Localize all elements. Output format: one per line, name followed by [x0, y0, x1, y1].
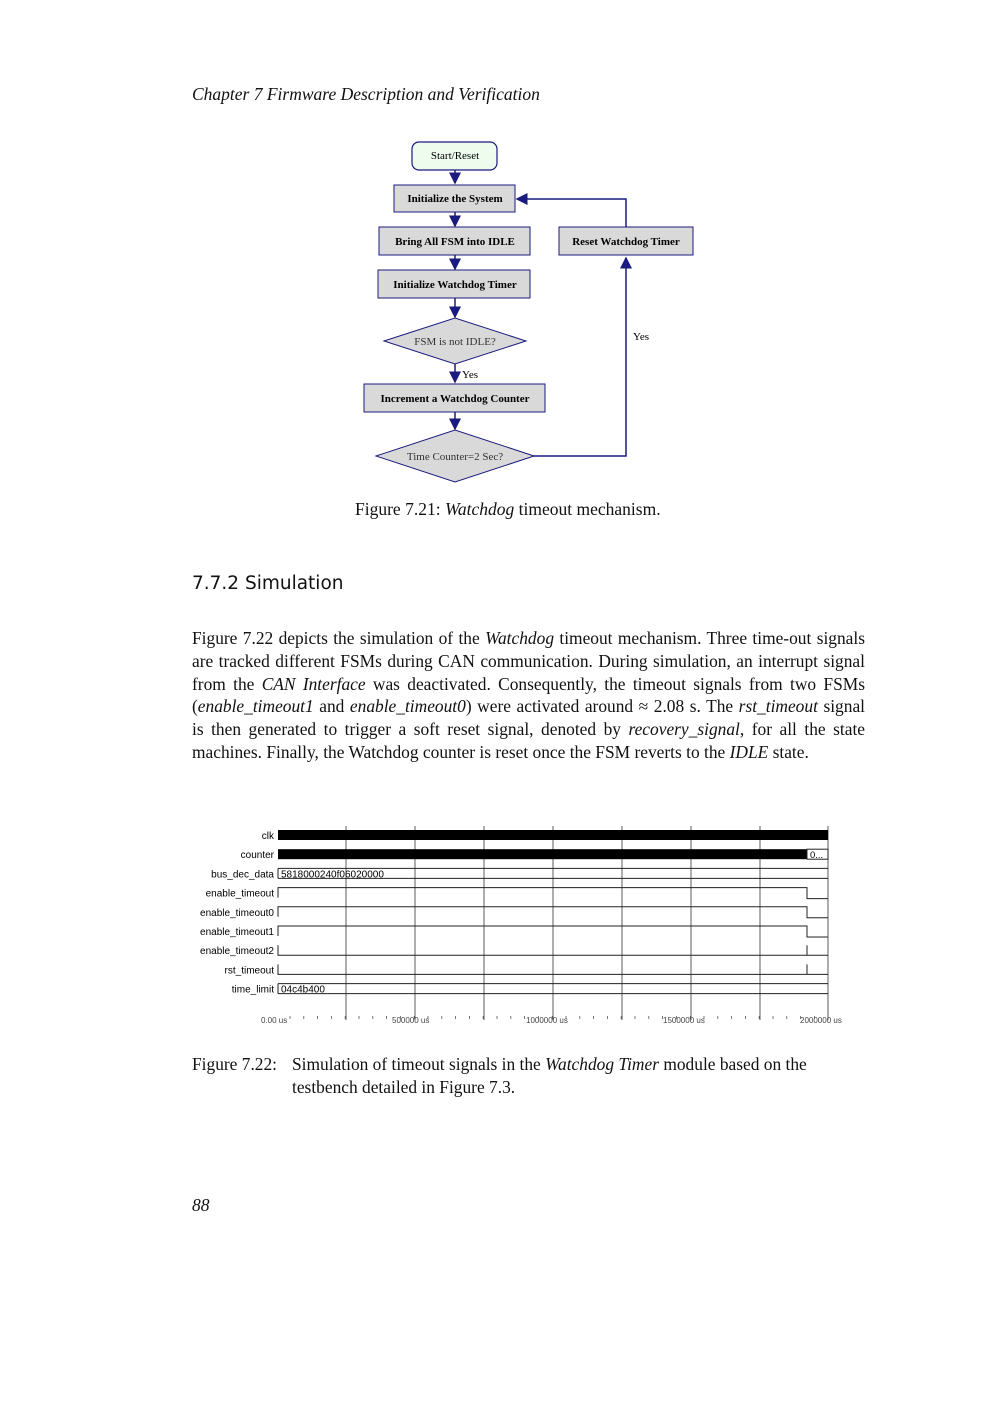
svg-text:Reset Watchdog Timer: Reset Watchdog Timer — [572, 236, 680, 248]
reset-wdt-node — [559, 227, 693, 255]
time-axis-label: 1500000 us — [663, 1016, 705, 1025]
svg-text:Start/Reset: Start/Reset — [430, 150, 480, 162]
figure-caption: Figure 7.22: Simulation of timeout signals in the Watchdog Timer module based on the testbench detailed in Figure 7.3. — [192, 1054, 807, 1097]
text-run: signal is then generated to trigger a soft reset signal, denoted by — [192, 696, 865, 740]
yes-label: Yes — [462, 369, 479, 381]
signal-label: enable_timeout2 — [200, 946, 274, 958]
svg-text:Bring All FSM into IDLE: Bring All FSM into IDLE — [395, 236, 515, 248]
time-axis-label: 500000 us — [392, 1016, 430, 1025]
signal-label: counter — [240, 850, 274, 862]
svg-text:Time Counter=2 Sec?: Time Counter=2 Sec? — [406, 451, 504, 463]
text-run: Figure 7.22 depicts the simulation of the — [192, 628, 486, 648]
signal-label: rst_timeout — [224, 965, 274, 977]
emphasis-text: enable_timeout1 — [197, 696, 314, 717]
counter-value: 0... — [810, 850, 824, 862]
text-run: was deactivated. Consequently, the timeout signals from two FSMs ( — [192, 673, 865, 717]
watchdog-flowchart — [0, 0, 1000, 490]
init-system-node — [394, 185, 515, 212]
simulation-waveform — [0, 820, 1000, 1030]
time-decision — [376, 430, 534, 482]
yes-label: Yes — [633, 331, 650, 343]
time-axis-label: 2000000 us — [800, 1016, 842, 1025]
emphasis-text: enable_timeout0 — [349, 696, 466, 717]
body-paragraph — [192, 627, 865, 764]
svg-text:FSM is not IDLE?: FSM is not IDLE? — [414, 336, 496, 348]
bus-value: 04c4b400 — [281, 984, 325, 996]
svg-text:Initialize Watchdog Timer: Initialize Watchdog Timer — [393, 279, 517, 291]
emphasis-text: CAN Interface — [261, 673, 366, 694]
running-head: Chapter 7 Firmware Description and Verification — [192, 84, 540, 104]
text-run: state. — [768, 741, 809, 762]
text-run: ) were activated around ≈ 2.08 s. The — [465, 696, 739, 717]
fsm-decision — [384, 318, 526, 364]
svg-text:Increment a Watchdog Counter: Increment a Watchdog Counter — [380, 393, 530, 405]
time-axis-label: 0.00 us — [261, 1016, 288, 1025]
time-axis-label: 1000000 us — [526, 1016, 568, 1025]
emphasis-text: recovery_signal — [628, 719, 740, 740]
bus-value: 5818000240f06020000 — [281, 869, 384, 881]
text-run: timeout mechanism. Three time-out signals are tracked different FSMs during CAN communication. During simulation, an interrupt signal from the — [192, 628, 866, 694]
start-node — [412, 142, 497, 170]
emphasis-text: rst_timeout — [738, 696, 818, 717]
signal-label: clk — [261, 831, 274, 842]
text-run: and — [313, 696, 350, 717]
figure-caption: Figure 7.21: Watchdog timeout mechanism. — [355, 499, 661, 519]
signal-label: enable_timeout0 — [200, 907, 274, 919]
emphasis-text: Watchdog — [485, 628, 555, 648]
init-wdt-node — [378, 270, 530, 298]
signal-label: enable_timeout1 — [200, 927, 274, 938]
bring-idle-node — [379, 227, 530, 255]
signal-trace — [278, 830, 828, 840]
svg-text:Initialize the System: Initialize the System — [407, 193, 503, 205]
increment-node — [364, 384, 545, 412]
emphasis-text: IDLE — [729, 741, 769, 762]
page-number: 88 — [192, 1195, 210, 1215]
signal-label: enable_timeout — [205, 888, 274, 900]
text-run: , for all the state machines. Finally, the Watchdog counter is reset once the FSM reverts to the — [192, 719, 865, 762]
section-heading: 7.7.2 Simulation — [192, 573, 344, 594]
signal-label: time_limit — [231, 984, 274, 996]
signal-label: bus_dec_data — [211, 869, 274, 881]
